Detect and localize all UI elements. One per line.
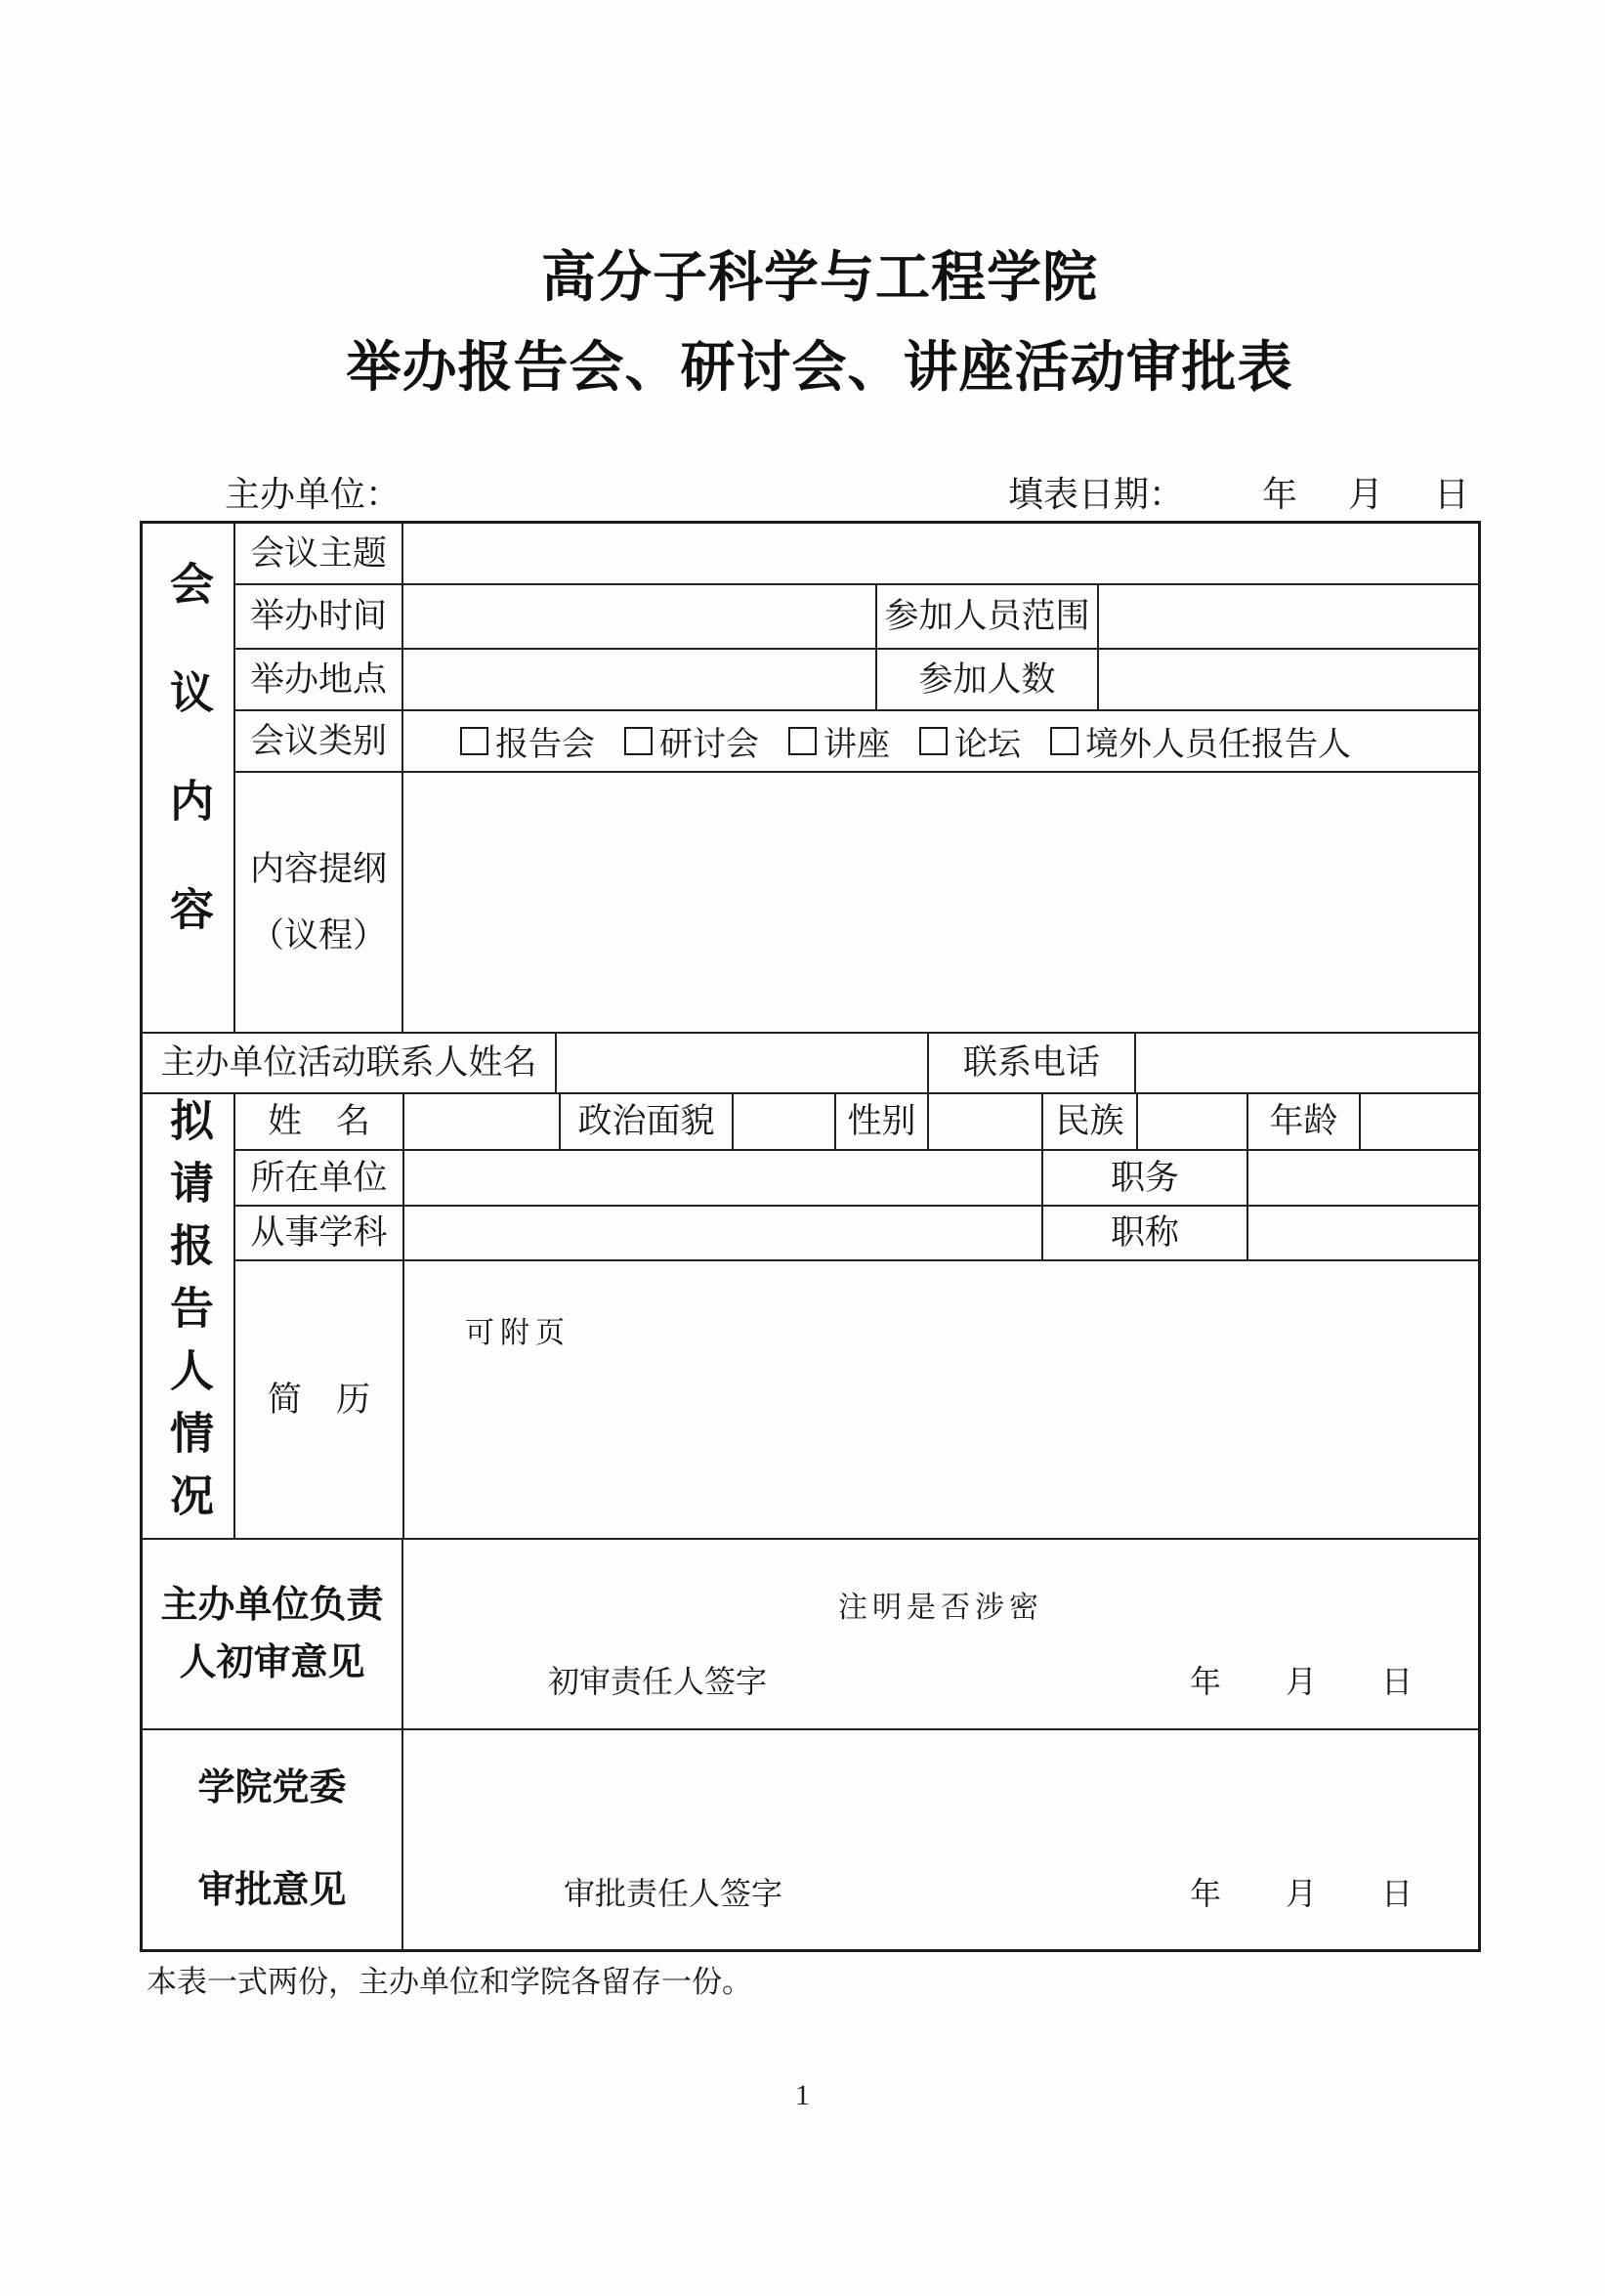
gender-label-cell: 性别 xyxy=(836,1094,929,1151)
review-field[interactable] xyxy=(403,1540,1478,1730)
contact-phone-field[interactable] xyxy=(1136,1034,1478,1094)
type-option-forum: 论坛 xyxy=(919,717,1021,765)
political-label-cell: 政治面貌 xyxy=(561,1094,734,1151)
position-label-cell: 职务 xyxy=(1043,1151,1248,1207)
checkbox-seminar[interactable] xyxy=(624,727,653,755)
age-label-cell: 年龄 xyxy=(1248,1094,1361,1151)
year-label: 年 xyxy=(1262,475,1298,514)
section-meeting-content-label: 会议内容 xyxy=(163,561,212,995)
page-number: 1 xyxy=(795,2079,810,2111)
outline-field[interactable] xyxy=(403,773,1478,1034)
resume-note: 可附页 xyxy=(465,1317,570,1349)
organizer-label: 主办单位： xyxy=(225,475,401,514)
ethnicity-field[interactable] xyxy=(1138,1094,1248,1151)
topic-field[interactable] xyxy=(403,524,1478,585)
college-title: 高分子科学与工程学院 xyxy=(541,246,1098,308)
type-option-seminar: 研讨会 xyxy=(624,717,759,765)
time-label-cell: 举办时间 xyxy=(235,585,403,650)
outline-label-cell: 内容提纲 （议程） xyxy=(235,773,403,1034)
topic-label-cell: 会议主题 xyxy=(235,524,403,585)
review-sign-label: 初审责任人签字 xyxy=(548,1664,768,1699)
ethnicity-label-cell: 民族 xyxy=(1043,1094,1138,1151)
section-speaker-info xyxy=(143,1094,235,1540)
contact-name-label-cell: 主办单位活动联系人姓名 xyxy=(143,1034,557,1094)
resume-label-cell: 简 历 xyxy=(235,1261,404,1540)
type-options-cell xyxy=(403,711,1478,773)
checkbox-foreign-speaker[interactable] xyxy=(1050,727,1078,755)
month-label: 月 xyxy=(1348,475,1384,514)
type-option-lecture-meeting: 报告会 xyxy=(460,717,595,765)
age-field[interactable] xyxy=(1361,1094,1478,1151)
contact-name-field[interactable] xyxy=(557,1034,929,1094)
prof-title-field[interactable] xyxy=(1248,1207,1478,1261)
type-option-foreign-speaker: 境外人员任报告人 xyxy=(1050,717,1351,765)
review-section-label-cell: 主办单位负责人初审意见 xyxy=(143,1540,403,1730)
speaker-name-label-cell: 姓 名 xyxy=(235,1094,404,1151)
count-label-cell: 参加人数 xyxy=(877,650,1099,711)
scope-field[interactable] xyxy=(1099,585,1478,650)
organizer-field[interactable] xyxy=(391,467,957,510)
checkbox-report-meeting[interactable] xyxy=(460,727,488,755)
political-field[interactable] xyxy=(734,1094,836,1151)
approval-field[interactable] xyxy=(403,1730,1478,1949)
day-label: 日 xyxy=(1434,475,1470,514)
section-speaker-info-label: 拟请报告人情况 xyxy=(163,1097,212,1535)
checkbox-forum[interactable] xyxy=(919,727,948,755)
form-subtitle: 举办报告会、研讨会、讲座活动审批表 xyxy=(346,336,1293,398)
approval-sign-label: 审批责任人签字 xyxy=(564,1876,783,1911)
meeting-type-options xyxy=(403,717,1478,765)
contact-phone-label-cell: 联系电话 xyxy=(929,1034,1136,1094)
place-field[interactable] xyxy=(403,650,877,711)
scope-label-cell: 参加人员范围 xyxy=(877,585,1099,650)
section-meeting-content xyxy=(143,524,235,1034)
approval-section-label-cell: 学院党委 审批意见 xyxy=(143,1730,403,1949)
secrecy-note: 注明是否涉密 xyxy=(838,1592,1043,1624)
review-ymd: 年 月 日 xyxy=(1190,1664,1414,1699)
footnote: 本表一式两份，主办单位和学院各留存一份。 xyxy=(147,1965,752,1999)
discipline-label-cell: 从事学科 xyxy=(235,1207,404,1261)
time-field[interactable] xyxy=(403,585,877,650)
position-field[interactable] xyxy=(1248,1151,1478,1207)
type-label-cell: 会议类别 xyxy=(235,711,403,773)
gender-field[interactable] xyxy=(929,1094,1043,1151)
resume-field[interactable] xyxy=(404,1261,1478,1540)
fill-date-ymd xyxy=(1262,467,1469,517)
approval-form-table xyxy=(140,521,1481,1952)
place-label-cell: 举办地点 xyxy=(235,650,403,711)
unit-label-cell: 所在单位 xyxy=(235,1151,404,1207)
prof-title-label-cell: 职称 xyxy=(1043,1207,1248,1261)
count-field[interactable] xyxy=(1099,650,1478,711)
discipline-field[interactable] xyxy=(404,1207,1043,1261)
checkbox-lecture[interactable] xyxy=(788,727,817,755)
unit-field[interactable] xyxy=(404,1151,1043,1207)
approval-ymd: 年 月 日 xyxy=(1190,1876,1414,1911)
fill-date-label: 填表日期： xyxy=(1008,475,1185,514)
form-title xyxy=(140,246,1499,398)
speaker-name-field[interactable] xyxy=(404,1094,561,1151)
type-option-lecture: 讲座 xyxy=(788,717,890,765)
